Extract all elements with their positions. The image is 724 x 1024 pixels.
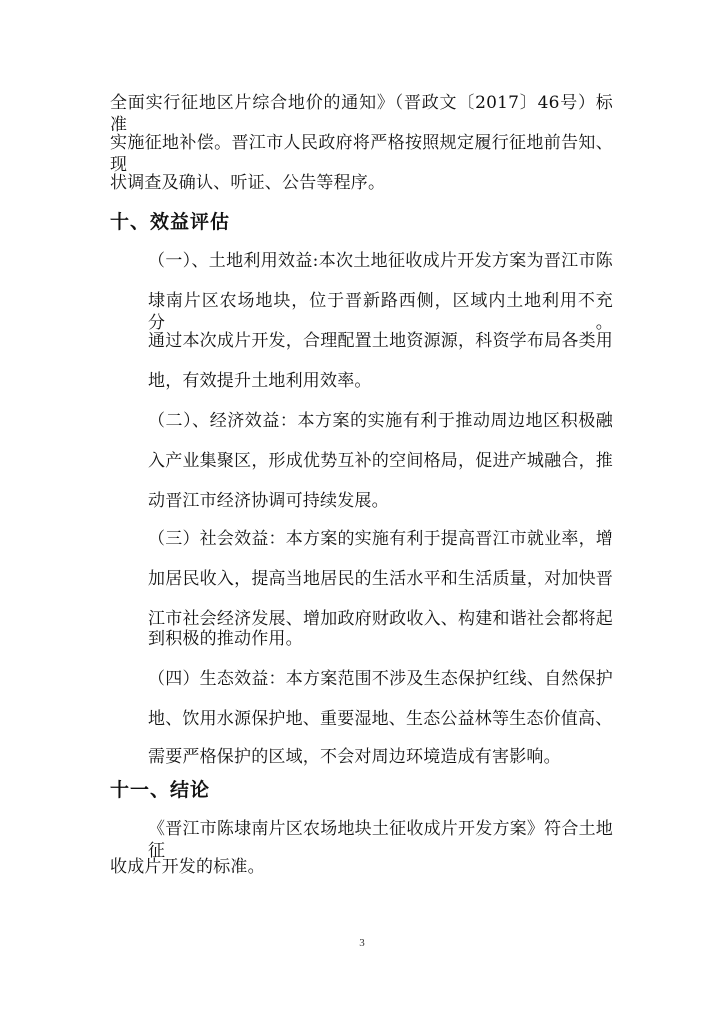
conclusion-line-2: 收成片开发的标准。 bbox=[110, 857, 265, 877]
conclusion-line-1: 《晋江市陈埭南片区农场地块土征收成片开发方案》符合土地征 bbox=[148, 819, 613, 861]
benefit-2-line-1: （二）、经济效益：本方案的实施有利于推动周边地区积极融 bbox=[148, 411, 613, 431]
page-number: 3 bbox=[359, 937, 365, 949]
benefit-1-line-4: 地，有效提升土地利用效率。 bbox=[148, 371, 372, 391]
benefit-1-line-1: （一）、土地利用效益:本次土地征收成片开发方案为晋江市陈 bbox=[148, 251, 613, 271]
benefit-3-line-4: 到积极的推动作用。 bbox=[148, 629, 303, 649]
intro-line-1: 全面实行征地区片综合地价的通知》（晋政文〔2017〕46号）标准 bbox=[110, 93, 613, 135]
benefit-3-line-1: （三）社会效益：本方案的实施有利于提高晋江市就业率，增 bbox=[148, 529, 613, 549]
benefit-4-line-2: 地、饮用水源保护地、重要湿地、生态公益林等生态价值高、 bbox=[148, 709, 613, 729]
benefit-2-line-2: 入产业集聚区，形成优势互补的空间格局，促进产城融合，推 bbox=[148, 451, 613, 471]
section-10-heading: 十、效益评估 bbox=[110, 211, 231, 233]
benefit-2-line-3: 动晋江市经济协调可持续发展。 bbox=[148, 491, 389, 511]
benefit-1-line-3: 通过本次成片开发，合理配置土地资源源，科资学布局各类用 bbox=[148, 331, 613, 351]
intro-line-2: 实施征地补偿。晋江市人民政府将严格按照规定履行征地前告知、现 bbox=[110, 133, 613, 175]
benefit-3-line-2: 加居民收入，提高当地居民的生活水平和生活质量，对加快晋 bbox=[148, 569, 613, 589]
benefit-1-line-2: 埭南片区农场地块，位于晋新路西侧，区域内土地利用不充分。 bbox=[148, 291, 613, 333]
section-11-heading: 十一、结论 bbox=[110, 779, 211, 801]
benefit-4-line-3: 需要严格保护的区域，不会对周边环境造成有害影响。 bbox=[148, 747, 561, 767]
benefit-4-line-1: （四）生态效益：本方案范围不涉及生态保护红线、自然保护 bbox=[148, 669, 613, 689]
benefit-3-line-3: 江市社会经济发展、增加政府财政收入、构建和谐社会都将起 bbox=[148, 609, 613, 629]
intro-line-3: 状调查及确认、听证、公告等程序。 bbox=[110, 173, 386, 193]
